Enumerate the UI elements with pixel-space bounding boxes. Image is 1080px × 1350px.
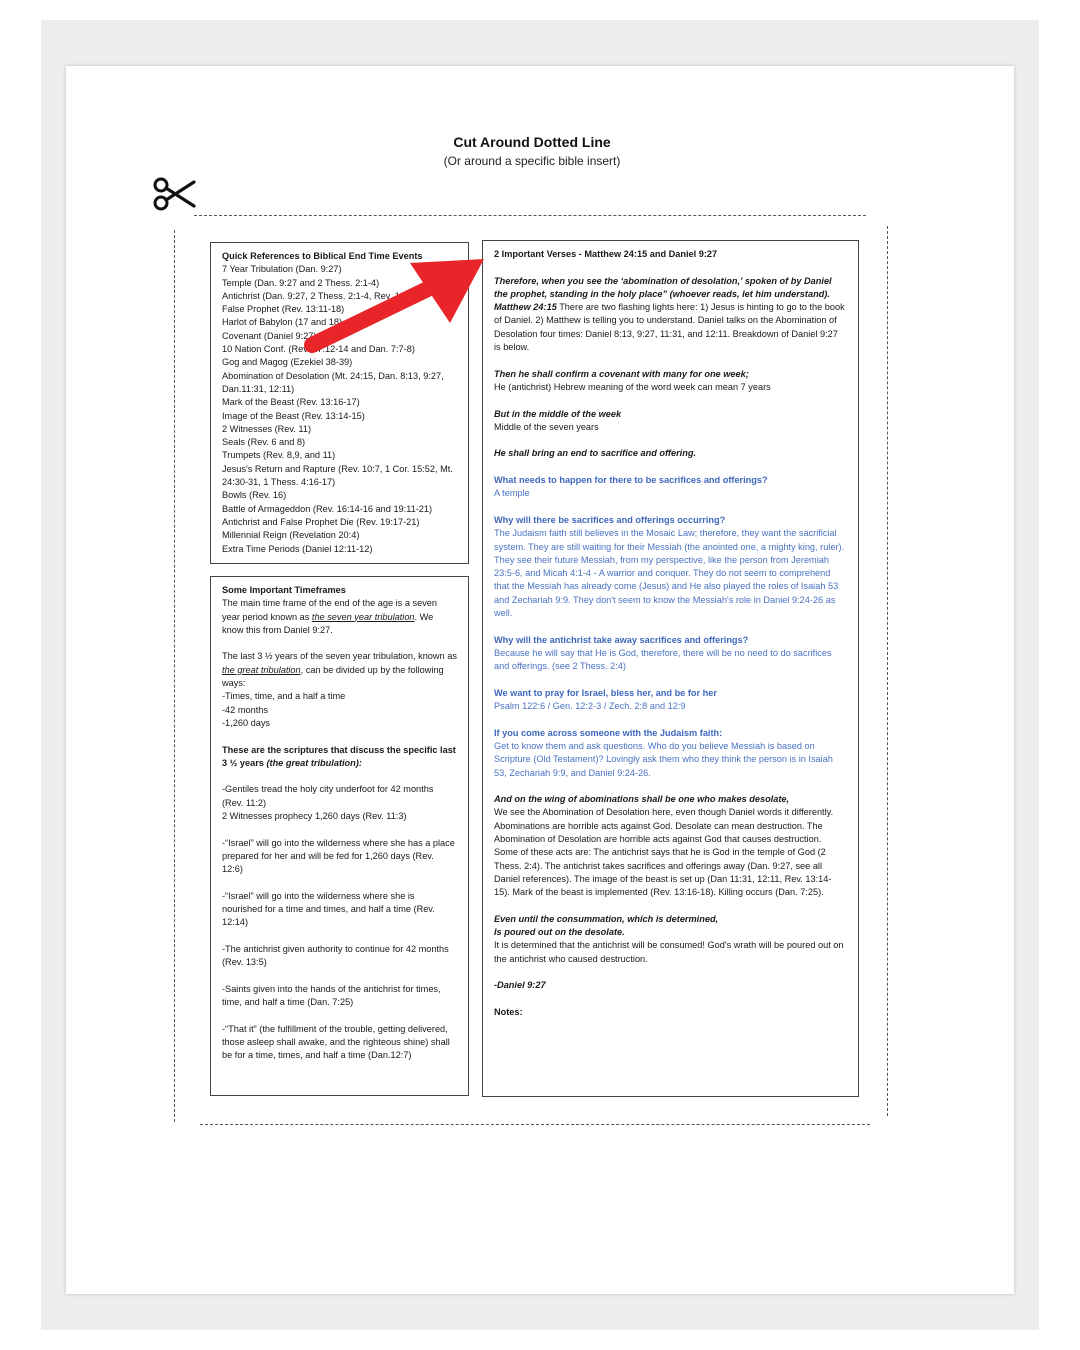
- list-item: Temple (Dan. 9:27 and 2 Thess. 2:1-4): [222, 277, 380, 288]
- text-run-emphasis: Therefore, when you see the ‘abomination of desolation,’ spoken of by Daniel the prophet, standing in the holy place” (whoever reads, let him understand). Matthew 24:15: [494, 275, 832, 313]
- scissors-icon: [152, 176, 196, 212]
- list-item: Antichrist (Dan. 9:27, 2 Thess. 2:1-4, Rev. 13): [222, 290, 409, 301]
- verse-citation: -Daniel 9:27: [494, 980, 546, 991]
- list-item: Covenant (Daniel 9:27): [222, 330, 317, 341]
- list-item: 10 Nation Conf. (Rev. 17:12-14 and Dan. 7:7-8): [222, 344, 415, 355]
- list-item: Antichrist and False Prophet Die (Rev. 19:17-21): [222, 516, 420, 527]
- answer: A temple: [494, 488, 530, 499]
- list-item: False Prophet (Rev. 13:11-18): [222, 304, 345, 315]
- verse-commentary: He (antichrist) Hebrew meaning of the word week can mean 7 years: [494, 381, 771, 392]
- page-title: Cut Around Dotted Line: [453, 134, 611, 150]
- scripture-item: -Saints given into the hands of the antichrist for times, time, and half a time (Dan. 7:25): [222, 983, 441, 1008]
- verse-line: But in the middle of the week: [494, 408, 622, 419]
- verses-title: 2 Important Verses - Matthew 24:15 and Daniel 9:27: [494, 249, 718, 259]
- list-item: Image of the Beast (Rev. 13:14-15): [222, 410, 365, 421]
- scripture-item: 2 Witnesses prophecy 1,260 days (Rev. 11:3): [222, 811, 407, 822]
- quick-references-title: Quick References to Biblical End Time Events: [222, 251, 423, 261]
- question: If you come across someone with the Judaism faith:: [494, 727, 723, 738]
- answer: Psalm 122:6 / Gen. 12:2-3 / Zech. 2:8 and 12:9: [494, 701, 686, 712]
- notes-label: Notes:: [494, 1006, 523, 1017]
- verse-commentary: It is determined that the antichrist will be consumed! God's wrath will be poured out on the antichrist who caused destruction.: [494, 940, 844, 964]
- dotted-cut-line-bottom: [200, 1124, 870, 1125]
- verse-commentary: Middle of the seven years: [494, 421, 599, 432]
- timeframes-box: [210, 576, 469, 1096]
- text-run-emphasis: the great tribulation: [222, 664, 301, 675]
- text-run: The last 3 ½ years of the seven year tribulation, known as: [222, 651, 457, 662]
- answer: Because he will say that He is God, therefore, there will be no need to do sacrifices and offerings. (see 2 Thess. 2:4): [494, 647, 832, 672]
- list-item: Harlot of Babylon (17 and 18): [222, 317, 343, 328]
- question: Why will the antichrist take away sacrifices and offerings?: [494, 634, 749, 645]
- text-run: . We know this from Daniel 9:27.: [222, 611, 434, 635]
- list-item: Gog and Magog (Ezekiel 38-39): [222, 357, 353, 368]
- verses-intro: [494, 275, 847, 355]
- list-item: 7 Year Tribulation (Dan. 9:27): [222, 264, 342, 275]
- verse-line: Is poured out on the desolate.: [494, 927, 625, 938]
- dotted-cut-line-left: [174, 230, 175, 1122]
- text-run: , can be divided up by the following ways:: [222, 664, 444, 689]
- verse-line: Even until the consummation, which is determined,: [494, 913, 719, 924]
- list-item: Extra Time Periods (Daniel 12:11-12): [222, 543, 373, 554]
- text-run: The main time frame of the end of the age is a seven year period known as: [222, 598, 438, 622]
- verse-line: Then he shall confirm a covenant with many for one week;: [494, 368, 749, 379]
- scripture-item: -“Israel” will go into the wilderness where she is nourished for a time and times, and half a time (Rev. 12:14): [222, 890, 435, 928]
- scripture-item: -“That it” (the fulfillment of the trouble, getting delivered, those asleep shall awake, and the righteous shine) shall be for a time, times, and half a time (Dan.12:7): [222, 1023, 450, 1061]
- list-item: -Times, time, and a half a time: [222, 691, 346, 702]
- scripture-heading: [222, 744, 457, 771]
- text-run: There are two flashing lights here: 1) Jesus is hinting to go to the book of Daniel. 2) Matthew is telling you to understand. Daniel talks on the Abomination of Desolation four times: Daniel 8:13, 9:27, 11:31, and 12:11. Breakdown of Daniel 9:27 is below.: [494, 302, 845, 353]
- verse-commentary: We see the Abomination of Desolation here, even though Daniel words it differently. Abominations are horrible acts against God. Desolate can mean destruction. The Abomination of Desolation are horrible acts against God that causes destruction. Some of these acts are: The antichrist says that he is God in the temple of God (2 Thess. 2:4). The antichrist takes sacrifices and offerings away (Dan. 9:27, see all Daniel references). The image of the beast is set up (Dan 11:31, 12:11, Rev. 13:14-15). Mark of the beast is implemented (Rev. 13:16-18). Killing occurs (Dan. 7:25).: [494, 807, 834, 898]
- list-item: Abomination of Desolation (Mt. 24:15, Dan. 8:13, 9:27, Dan.11:31, 12:11): [222, 370, 444, 394]
- list-item: Millennial Reign (Revelation 20:4): [222, 530, 360, 541]
- dotted-cut-line-right: [887, 226, 888, 1116]
- list-item: Jesus's Return and Rapture (Rev. 10:7, 1 Cor. 15:52, Mt. 24:30-31, 1 Thess. 4:16-17): [222, 463, 453, 488]
- page-subtitle: (Or around a specific bible insert): [443, 154, 621, 168]
- scripture-item: -“Israel” will go into the wilderness where she has a place prepared for her and will be fed for 1,260 days (Rev. 12:6): [222, 837, 455, 875]
- text-run-emphasis: the seven year tribulation: [311, 611, 415, 622]
- question: We want to pray for Israel, bless her, and be for her: [494, 687, 717, 698]
- question: Why will there be sacrifices and offerings occurring?: [494, 514, 726, 525]
- list-item: -42 months: [222, 704, 268, 715]
- important-verses-box: [482, 240, 859, 1097]
- list-item: Battle of Armageddon (Rev. 16:14-16 and 19:11-21): [222, 503, 433, 514]
- list-item: Bowls (Rev. 16): [222, 490, 287, 501]
- answer: The Judaism faith still believes in the Mosaic Law; therefore, they want the sacrificial system. They are still waiting for their Messiah (the anointed one, a mighty king, ruler). They see their future Messiah, from my perspective, like the person from Jeremiah 23:5-6, and Micah 4:1-4 - A warrior and conquer. They do not seem to comprehend that the Messiah has already come (Jesus) and He also played the roles of Isaiah 53 and Zechariah 9:9. They don't seem to know the Messiah's role in Daniel 9:24-26 as well.: [494, 528, 845, 619]
- list-item: Trumpets (Rev. 8,9, and 11): [222, 450, 336, 461]
- timeframes-paragraph-2: [222, 650, 457, 690]
- dotted-cut-line-top: [194, 215, 866, 216]
- verse-line: He shall bring an end to sacrifice and offering.: [494, 448, 696, 459]
- list-item: Mark of the Beast (Rev. 13:16-17): [222, 397, 360, 408]
- timeframes-paragraph-1: [222, 597, 457, 637]
- scripture-item: -The antichrist given authority to continue for 42 months (Rev. 13:5): [222, 944, 449, 968]
- red-arrow-icon: [290, 245, 490, 365]
- answer: Get to know them and ask questions. Who do you believe Messiah is based on Scripture (Old Testament)? Lovingly ask them who they think the person is in Isaiah 53, Zechariah 9:9, and Daniel 9:24-26.: [494, 740, 833, 778]
- list-item: -1,260 days: [222, 717, 271, 728]
- text-run: These are the scriptures that discuss the specific last 3 ½ years: [222, 744, 456, 768]
- text-run-emphasis: (the great tribulation):: [266, 757, 362, 768]
- list-item: Seals (Rev. 6 and 8): [222, 437, 306, 448]
- list-item: 2 Witnesses (Rev. 11): [222, 423, 312, 434]
- scripture-item: -Gentiles tread the holy city underfoot for 42 months (Rev. 11:2): [222, 784, 434, 808]
- timeframes-title: Some Important Timeframes: [222, 585, 346, 595]
- verse-line: And on the wing of abominations shall be one who makes desolate,: [494, 794, 790, 805]
- question: What needs to happen for there to be sacrifices and offerings?: [494, 475, 768, 486]
